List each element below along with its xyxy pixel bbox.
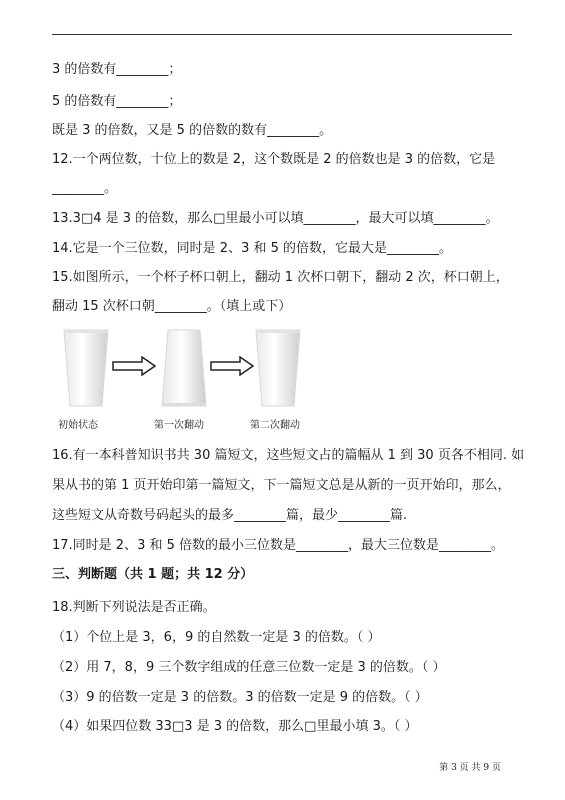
question-16-line-1: 16.有一本科普知识书共 30 篇短文，这些短文占的篇幅从 1 到 30 页各不相同. 如 (52, 448, 525, 463)
question-18-item-3: （3）9 的倍数一定是 3 的倍数。3 的倍数一定是 9 的倍数。（ ） (52, 690, 428, 705)
question-16-line-2: 果从书的第 1 页开始印第一篇短文，下一篇短文总是从新的一页开始印，那么， (52, 478, 511, 493)
caption-second-flip: 第二次翻动 (250, 420, 300, 431)
multiples-of-3-line: 3 的倍数有________； (52, 62, 182, 77)
question-16-line-3: 这些短文从奇数号码起头的最多________篇，最少________篇. (52, 508, 408, 523)
question-18-item-2: （2）用 7，8，9 三个数字组成的任意三位数一定是 3 的倍数。（ ） (52, 660, 446, 675)
cup-up-icon (254, 328, 302, 408)
question-12-line-2: ________。 (52, 181, 118, 196)
question-18-item-1: （1）个位上是 3，6，9 的自然数一定是 3 的倍数。（ ） (52, 630, 381, 645)
multiples-of-5-line: 5 的倍数有________； (52, 94, 182, 109)
question-12-line-1: 12.一个两位数，十位上的数是 2，这个数既是 2 的倍数也是 3 的倍数，它是 (52, 152, 496, 167)
question-18-item-4: （4）如果四位数 33□3 是 3 的倍数，那么□里最小填 3。（ ） (52, 719, 418, 734)
question-15-line-1: 15.如图所示，一个杯子杯口朝上，翻动 1 次杯口朝下，翻动 2 次，杯口朝上， (52, 270, 509, 285)
cup-down-icon (160, 328, 208, 408)
section-3-heading: 三、判断题（共 1 题；共 12 分） (52, 567, 254, 582)
question-14: 14.它是一个三位数，同时是 2、3 和 5 的倍数，它最大是________。 (52, 241, 453, 256)
header-rule (52, 34, 512, 35)
caption-initial-state: 初始状态 (58, 420, 98, 431)
question-18: 18.判断下列说法是否正确。 (52, 600, 216, 615)
page-number: 第 3 页 共 9 页 (439, 763, 501, 773)
question-13: 13.3□4 是 3 的倍数，那么□里最小可以填________，最大可以填________。 (52, 211, 499, 226)
cup-up-icon (62, 328, 110, 408)
question-17: 17.同时是 2、3 和 5 倍数的最小三位数是________，最大三位数是________。 (52, 538, 505, 553)
common-multiples-line: 既是 3 的倍数，又是 5 的倍数的数有________。 (52, 123, 333, 138)
right-arrow-icon (112, 356, 156, 376)
right-arrow-icon (210, 356, 254, 376)
caption-first-flip: 第一次翻动 (154, 420, 204, 431)
cup-flip-figure (52, 328, 352, 438)
question-15-line-2: 翻动 15 次杯口朝________。（填上或下） (52, 299, 292, 314)
